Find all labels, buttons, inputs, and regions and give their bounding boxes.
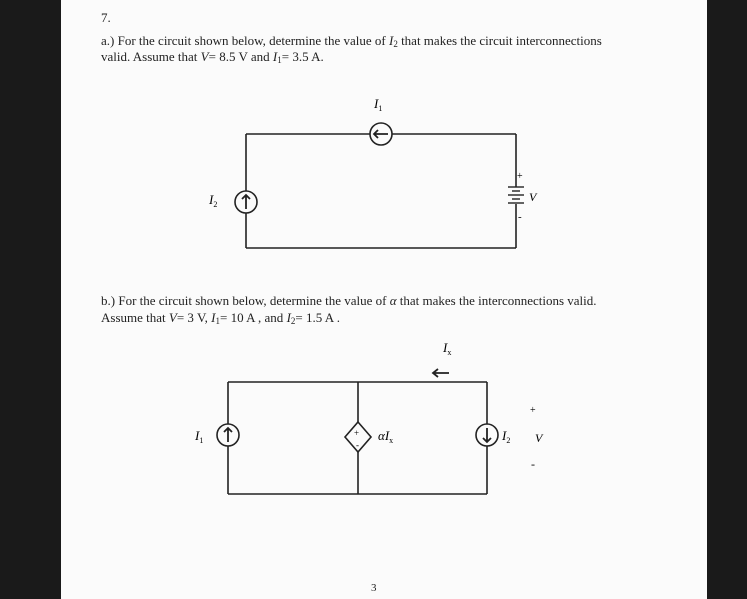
circuit-a xyxy=(61,0,707,290)
circuit-a-source-i2 xyxy=(235,191,257,213)
circuit-b xyxy=(61,330,707,530)
circuit-b-i2-label: $I_2$ xyxy=(502,428,511,445)
circuit-a-v-label: V xyxy=(529,190,537,204)
circuit-b-source-i1 xyxy=(217,424,239,446)
circuit-b-dep-minus: - xyxy=(356,440,359,450)
circuit-b-src-minus: - xyxy=(531,457,535,471)
circuit-a-i1-label: $I_1$ xyxy=(374,96,383,113)
circuit-b-dep-plus: + xyxy=(354,428,360,438)
textbook-page xyxy=(61,0,707,599)
part-a-line2: valid. Assume that V= 8.5 V and $I_1= 3.5$ A. xyxy=(101,49,324,65)
circuit-a-i2-label: $I_2$ xyxy=(209,192,218,209)
circuit-b-dep-label: $\alpha I_x$ xyxy=(378,428,394,445)
circuit-a-minus: - xyxy=(518,211,522,223)
circuit-b-source-i2 xyxy=(476,424,498,446)
part-a-line1: a.) For the circuit shown below, determine the value of $I_2$ that makes the circuit interconnections xyxy=(101,33,602,49)
circuit-b-v-label: V xyxy=(535,431,543,445)
circuit-a-battery xyxy=(508,187,524,203)
problem-number: 7. xyxy=(101,10,111,25)
circuit-a-source-i1 xyxy=(370,123,392,145)
circuit-b-ix-label: $I_x$ xyxy=(443,340,452,357)
circuit-b-ix-arrow xyxy=(433,369,449,377)
circuit-b-src-plus: + xyxy=(530,405,536,416)
circuit-b-i1-label: $I_1$ xyxy=(195,428,204,445)
circuit-a-plus: + xyxy=(517,171,523,182)
part-b-line1: b.) For the circuit shown below, determine the value of α that makes the interconnections valid. xyxy=(101,293,597,308)
part-b-line2: Assume that V= 3 V, $I_1= 10$ A , and $I_2= 1.5$ A . xyxy=(101,310,340,326)
page-number: 3 xyxy=(371,582,377,594)
